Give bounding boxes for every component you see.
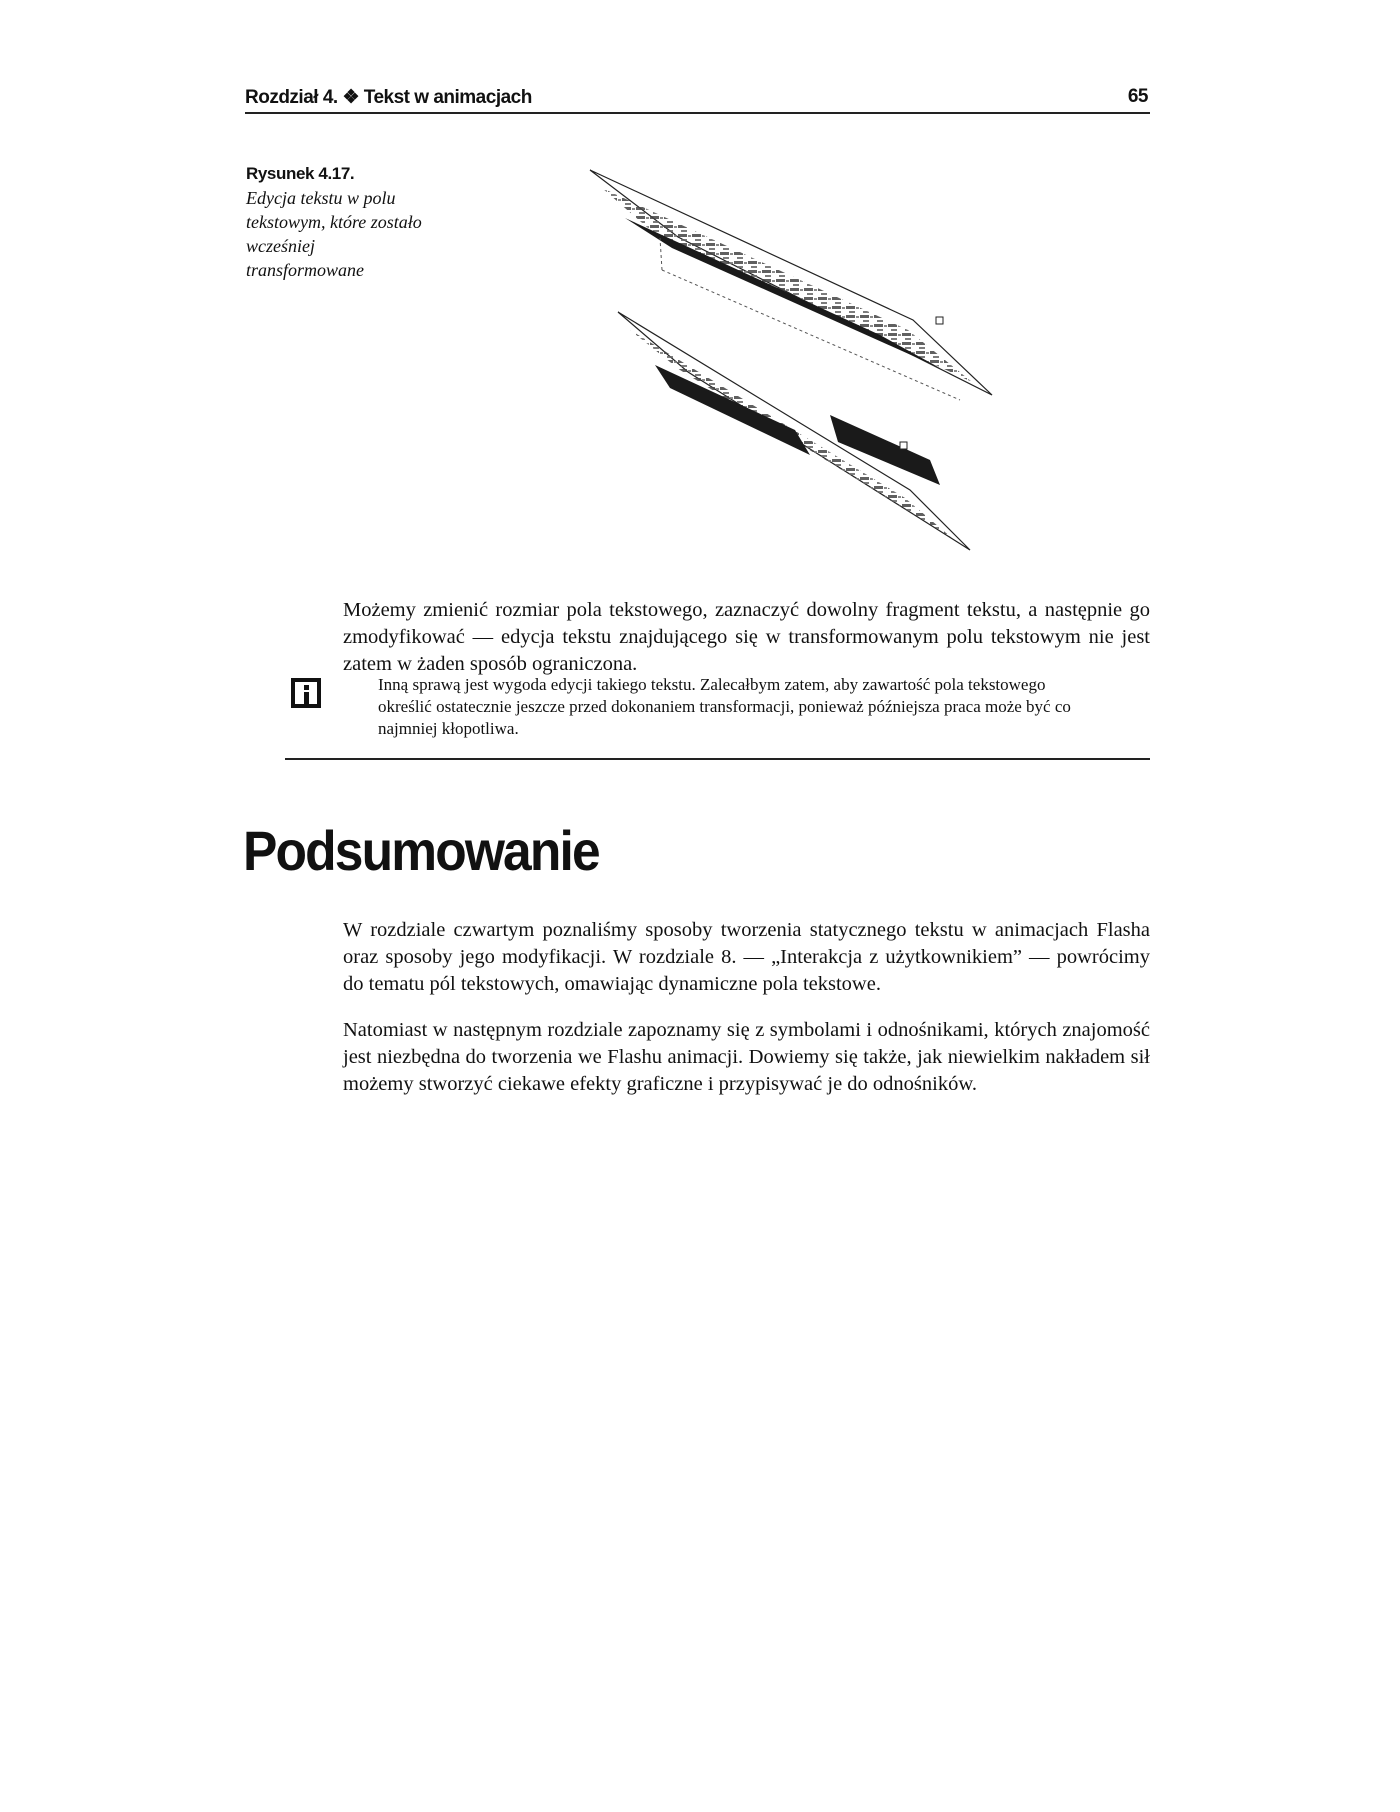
section-title: Podsumowanie <box>243 819 599 882</box>
summary-paragraph-1: W rozdziale czwartym poznaliśmy sposoby tworzenia statycznego tekstu w animacjach Flasha oraz sposoby jego modyfikacji. W rozdziale 8. — „Interakcja z użytkownikiem” — powrócimy do tematu pól tekstowych, omawiając dynamiczne pola tekstowe. <box>343 919 1150 995</box>
info-icon <box>291 678 321 708</box>
transformed-text-field-upper <box>590 170 992 400</box>
figure-illustration <box>580 160 1000 560</box>
info-note <box>285 675 1150 760</box>
page-number: 65 <box>1127 86 1148 107</box>
figure-caption <box>246 164 436 282</box>
figure-caption-text: Edycja tekstu w polu tekstowym, które zostało wcześniej transformowane <box>246 188 422 280</box>
summary-paragraph-2: Natomiast w następnym rozdziale zapoznamy się z symbolami i odnośnikami, których znajomość jest niezbędna do tworzenia we Flashu animacji. Dowiemy się także, jak niewielkim nakładem sił możemy stworzyć ciekawe efekty graficzne i przypisywać je do odnośników. <box>343 1019 1150 1095</box>
page-header <box>245 84 1150 114</box>
chapter-title: Rozdział 4. ❖ Tekst w animacjach <box>245 87 532 108</box>
figure-label: Rysunek 4.17. <box>246 164 355 183</box>
figure-transformed-text-fields <box>580 160 1000 565</box>
body-paragraph: Możemy zmienić rozmiar pola tekstowego, zaznaczyć dowolny fragment tekstu, a następnie go zmodyfikować — edycja tekstu znajdującego się w transformowanym polu tekstowym nie jest zatem w żaden sposób ograniczona. <box>343 599 1150 675</box>
note-text: Inną sprawą jest wygoda edycji takiego tekstu. Zalecałbym zatem, aby zawartość pola tekstowego określić ostatecznie jeszcze przed dokonaniem transformacji, ponieważ późniejsza praca może być co najmniej kłopotliwa. <box>378 675 1071 738</box>
